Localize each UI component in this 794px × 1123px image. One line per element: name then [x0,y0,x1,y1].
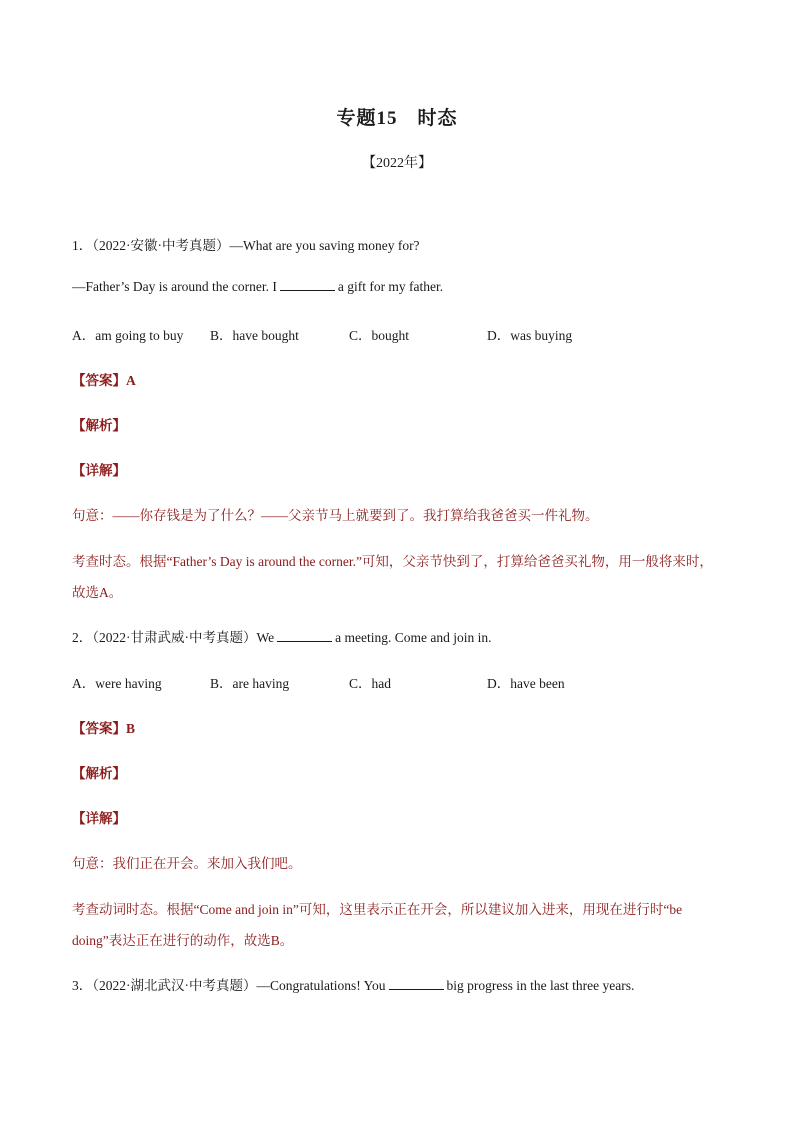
question-2-option-b: B．are having [210,676,290,691]
question-1-answer: 【答案】A [72,373,136,388]
question-2-analysis-label: 【解析】 [72,766,126,781]
question-2-explanation-line1: 考查动词时态。根据“Come and join in”可知，这里表示正在开会，所以建议加入进来，用现在进行时“be [72,902,683,917]
question-1-detail-label: 【详解】 [72,463,126,478]
page-title: 专题15 时态 [336,108,458,129]
question-1-option-b: B．have bought [210,328,299,343]
question-1-line2-start: —Father’s Day is around the corner. I [72,279,277,294]
answer-blank [277,630,332,642]
question-2-meaning: 句意：我们正在开会。来加入我们吧。 [72,856,302,871]
question-1-stem: 1．（2022·安徽·中考真题）—What are you saving money for? [72,238,420,253]
question-3-stem [72,974,634,994]
question-1-analysis-label: 【解析】 [72,418,126,433]
question-1-explanation-line2: 故选A。 [72,585,123,600]
question-2-option-c: C．had [349,676,391,691]
year-heading: 【2022年】 [362,156,432,171]
question-2-stem [72,626,492,646]
question-2-stem-end: a meeting. Come and join in. [335,630,492,645]
question-3-stem-end: big progress in the last three years. [446,978,635,993]
question-2-option-d: D．have been [487,676,565,691]
question-1-option-d: D．was buying [487,328,573,343]
question-2-answer: 【答案】B [72,721,136,736]
question-2-stem-start: 2．（2022·甘肃武威·中考真题）We [72,630,275,645]
question-1-explanation-line1: 考查时态。根据“Father’s Day is around the corner.”可知，父亲节快到了，打算给爸爸买礼物，用一般将来时， [72,554,713,569]
question-2-option-a: A．were having [72,676,162,691]
question-1-option-c: C．bought [349,328,410,343]
question-2-explanation-line2: doing”表达正在进行的动作，故选B。 [72,933,294,948]
question-2-detail-label: 【详解】 [72,811,126,826]
question-3-stem-start: 3．（2022·湖北武汉·中考真题）—Congratulations! You [72,978,386,993]
question-1-line2 [72,279,443,295]
answer-blank [389,978,444,990]
question-1-meaning: 句意：——你存钱是为了什么？——父亲节马上就要到了。我打算给我爸爸买一件礼物。 [72,508,599,523]
answer-blank [280,279,335,291]
question-1-line2-end: a gift for my father. [337,279,444,294]
question-1-option-a: A．am going to buy [72,328,184,343]
